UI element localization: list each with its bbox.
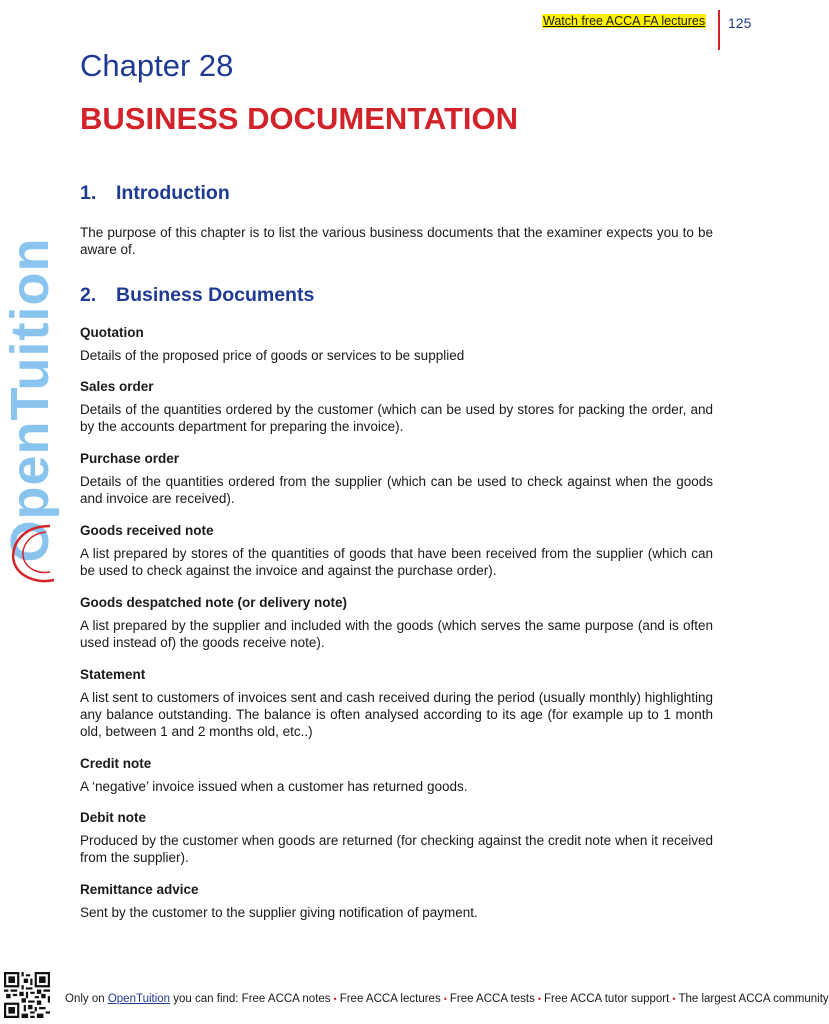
section-number: 1. <box>80 182 97 204</box>
document-term: Goods received note <box>80 523 214 538</box>
document-term: Remittance advice <box>80 882 199 897</box>
document-definition: A list prepared by stores of the quantities of goods that have been received from the supplier (which can be used to check against the invoice and against the purchase order). <box>80 546 713 578</box>
document-entry <box>80 808 713 880</box>
document-definition: Details of the quantities ordered from the supplier (which can be used to check against when the goods and invoice are received). <box>80 474 713 506</box>
document-entry <box>80 323 713 377</box>
footer-middle: you can find: Free ACCA notes <box>173 993 331 1005</box>
document-definition: Sent by the customer to the supplier giving notification of payment. <box>80 905 478 920</box>
chapter-label: Chapter 28 <box>80 48 234 83</box>
document-term: Statement <box>80 667 146 682</box>
section-number: 2. <box>80 284 97 306</box>
intro-paragraph: The purpose of this chapter is to list the various business documents that the examiner expects you to be aware of. <box>80 225 713 257</box>
section-title: Business Documents <box>116 284 315 306</box>
watch-lectures-link[interactable]: Watch free ACCA FA lectures <box>543 14 706 28</box>
logo-swoosh-icon <box>6 518 76 588</box>
footer-item: Free ACCA tutor support <box>544 993 670 1005</box>
bullet-icon: • <box>333 994 337 1004</box>
page-number: 125 <box>728 15 752 31</box>
logo-text: OpenTuition <box>0 237 60 563</box>
document-term: Credit note <box>80 756 152 771</box>
section-title: Introduction <box>116 182 230 204</box>
document-definition: A ‘negative’ invoice issued when a customer has returned goods. <box>80 779 468 794</box>
document-definition: Produced by the customer when goods are returned (for checking against the credit note when it received from the supplier). <box>80 833 713 865</box>
footer-item: The largest ACCA community <box>678 993 829 1005</box>
footer-item: Free ACCA lectures <box>339 993 441 1005</box>
document-definition: A list sent to customers of invoices sent and cash received during the period (usually monthly) highlighting any balance outstanding. The balance is often analysed according to its age (for example up to 1 month old, between 1 and 2 months old, etc..) <box>80 690 713 739</box>
document-definition: Details of the quantities ordered by the customer (which can be used by stores for packing the order, and by the accounts department for preparing the invoice). <box>80 402 713 434</box>
document-definition: Details of the proposed price of goods or services to be supplied <box>80 348 465 363</box>
document-entry <box>80 754 713 808</box>
document-list <box>80 323 713 934</box>
bullet-icon: • <box>537 994 542 1004</box>
document-term: Quotation <box>80 325 144 340</box>
bullet-icon: • <box>443 994 447 1004</box>
footer-item: Free ACCA tests <box>449 993 535 1005</box>
document-entry <box>80 449 713 521</box>
chapter-title: BUSINESS DOCUMENTATION <box>80 101 519 136</box>
document-entry <box>80 665 713 754</box>
header-divider <box>718 10 720 50</box>
qr-code-icon[interactable] <box>4 972 50 1018</box>
document-definition: A list prepared by the supplier and included with the goods (which serves the same purpose (and is often used instead of) the goods receive note). <box>80 618 713 650</box>
document-entry <box>80 521 713 593</box>
section-heading-introduction <box>80 182 230 205</box>
document-term: Goods despatched note (or delivery note) <box>80 595 348 610</box>
document-term: Sales order <box>80 379 154 394</box>
document-term: Purchase order <box>80 451 180 466</box>
footer-prefix: Only on <box>65 993 105 1005</box>
document-term: Debit note <box>80 810 146 825</box>
bullet-icon: • <box>672 994 676 1004</box>
document-entry <box>80 593 713 665</box>
document-entry <box>80 377 713 449</box>
footer-opentuition-link[interactable]: OpenTuition <box>107 993 171 1005</box>
footer-text <box>65 993 829 1005</box>
document-entry <box>80 880 713 934</box>
section-heading-business-documents <box>80 284 314 307</box>
